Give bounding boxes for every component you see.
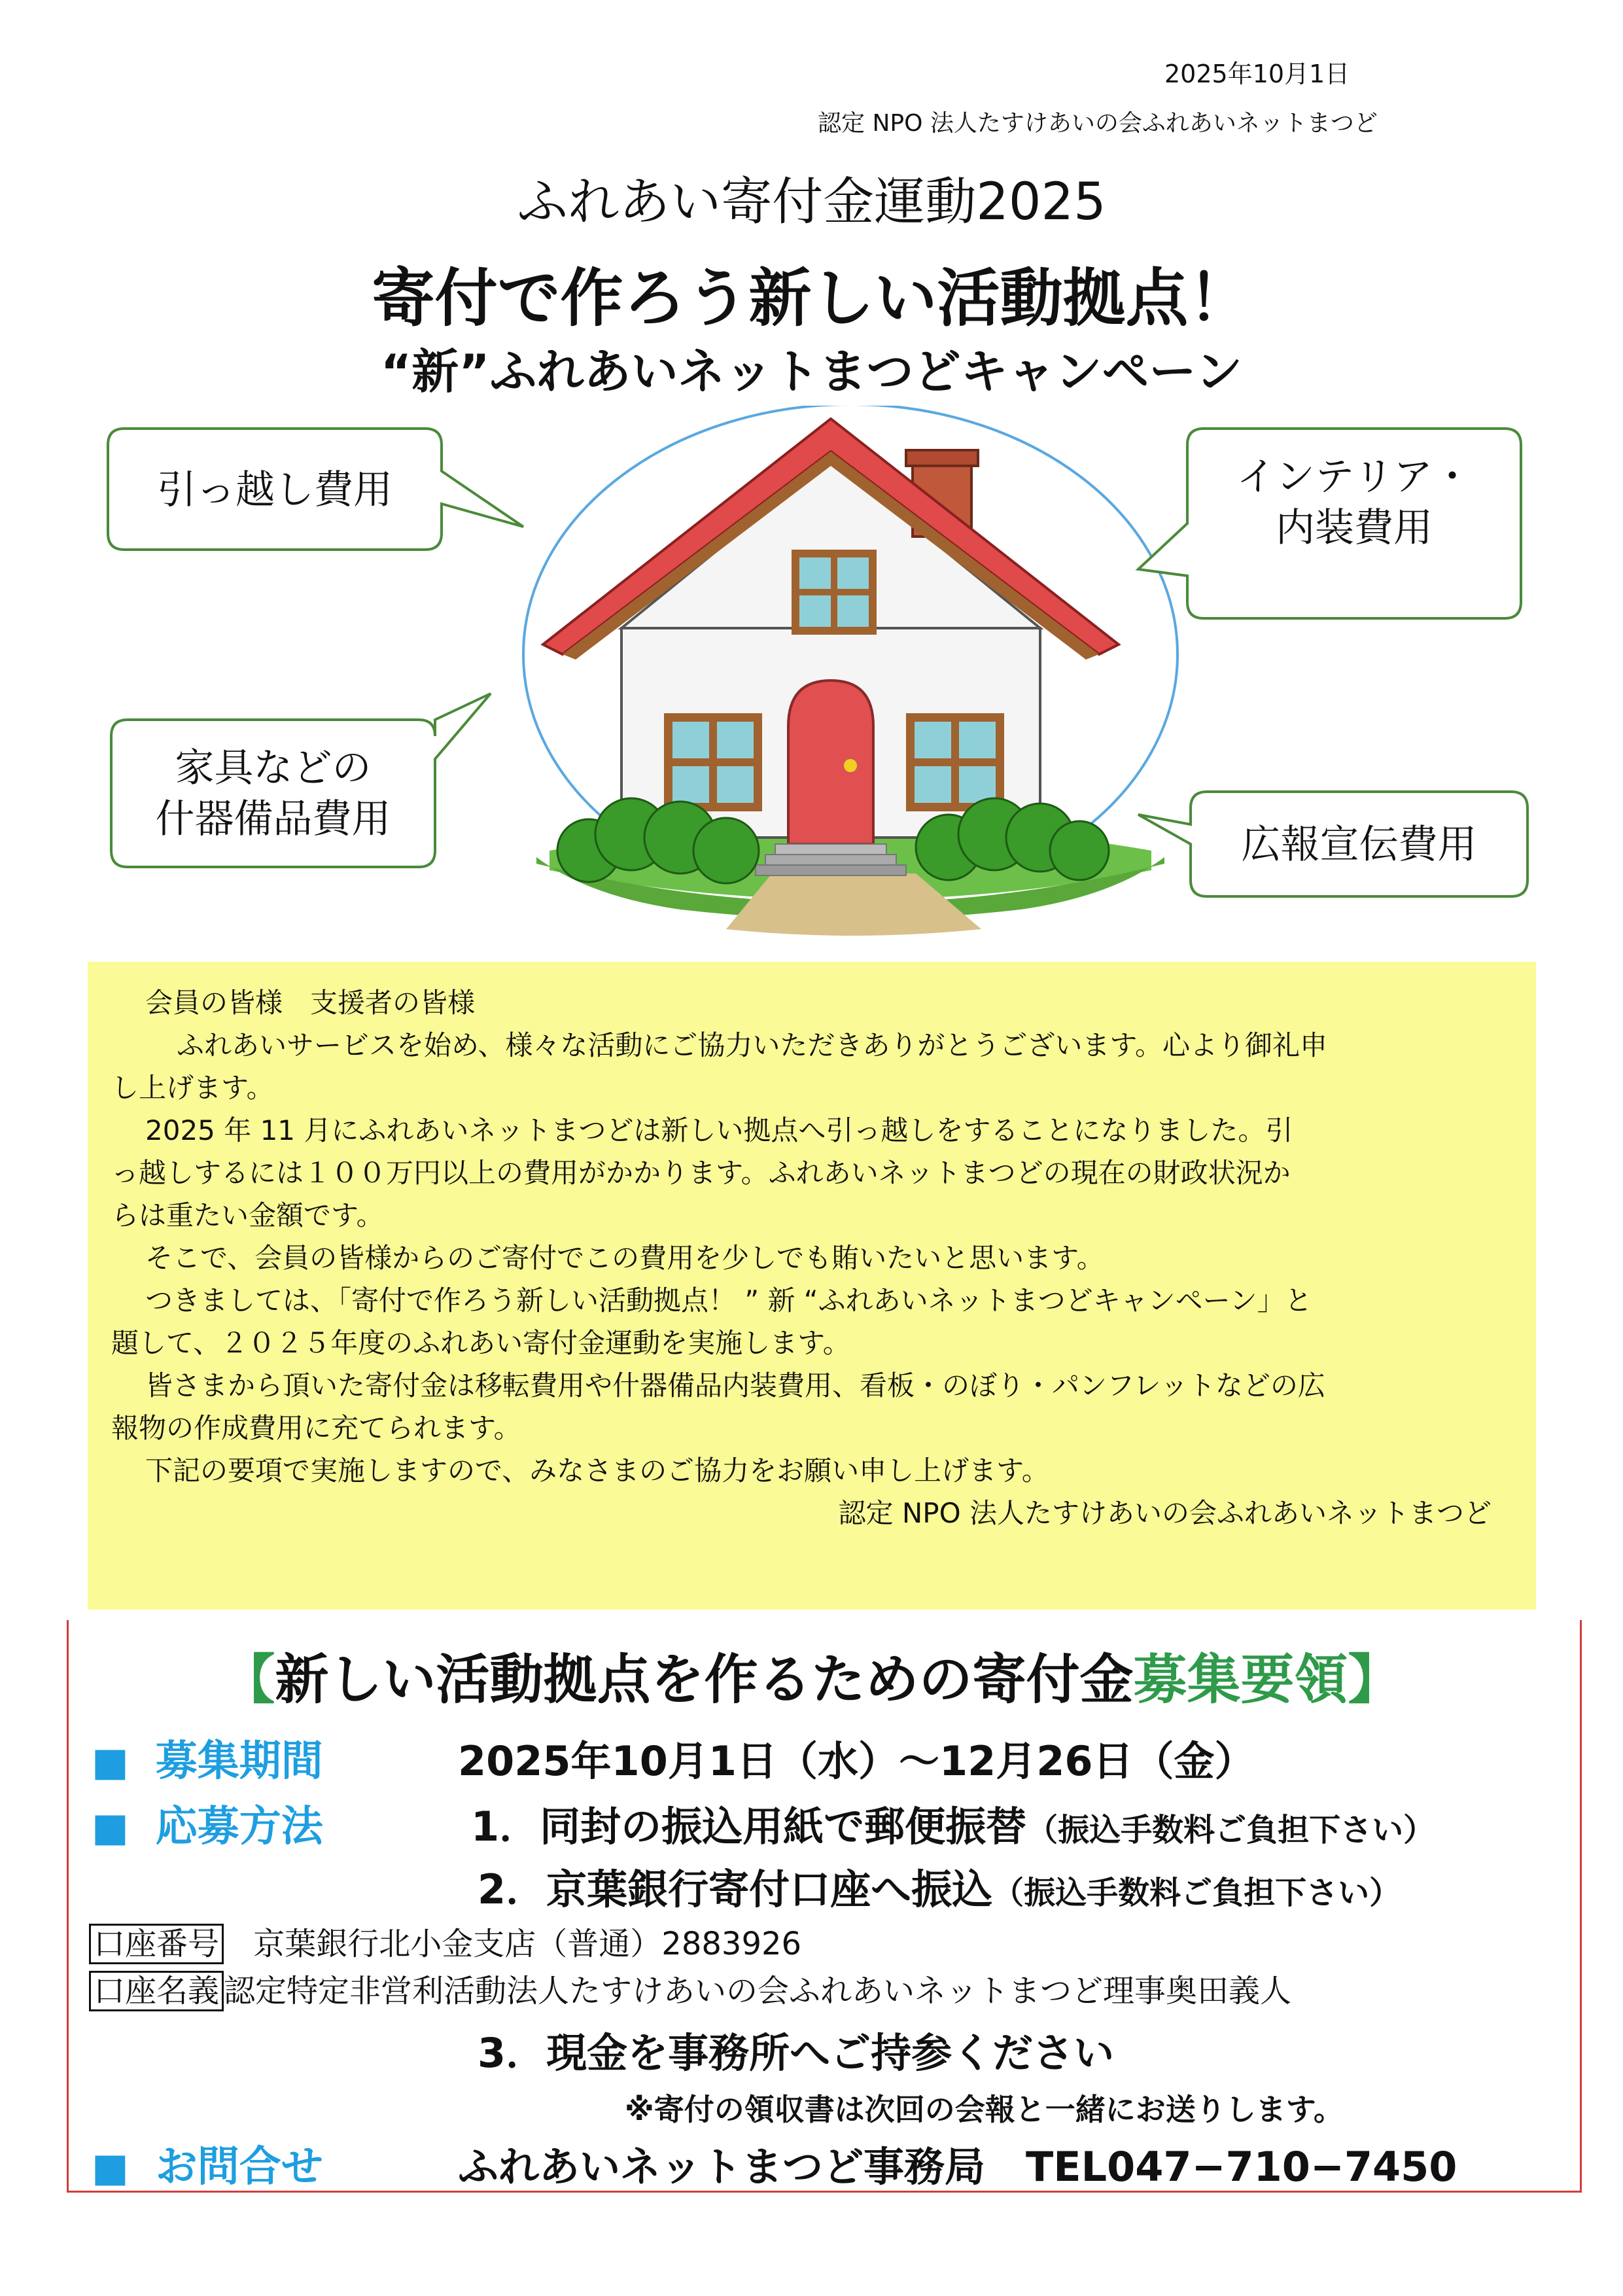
bubble-interior-text bbox=[1187, 451, 1521, 554]
period-row bbox=[92, 1727, 323, 1788]
bubble-interior-line2: 内装費用 bbox=[1276, 505, 1433, 551]
letter-p1-line2: し上げます。 bbox=[111, 1072, 274, 1104]
organization-name: 認定 NPO 法人たすけあいの会ふれあいネットまつど bbox=[818, 110, 1378, 137]
bubble-furniture-line2: 什器備品費用 bbox=[155, 796, 391, 842]
letter-greeting: 会員の皆様 支援者の皆様 bbox=[145, 987, 476, 1019]
method-1-text: 1．同封の振込用紙で郵便振替 bbox=[471, 1803, 1027, 1850]
title-close-bracket: 】 bbox=[1348, 1649, 1402, 1711]
title-main: 新しい活動拠点を作るための寄付金 bbox=[275, 1649, 1134, 1711]
door-knob bbox=[844, 759, 857, 772]
bubble-furniture-line1: 家具などの bbox=[175, 745, 372, 791]
account-name-value: 認定特定非営利活動法人たすけあいの会ふれあいネットまつど理事奥田義人 bbox=[224, 1973, 1292, 2009]
bubble-moving-text: 引っ越し費用 bbox=[157, 467, 393, 513]
letter-p5-line2: 報物の作成費用に充てられます。 bbox=[111, 1412, 521, 1444]
method-3: 3．現金を事務所へご持参ください bbox=[478, 2029, 1115, 2077]
bubble-interior-line1: インテリア・ bbox=[1236, 454, 1472, 500]
account-name-label: 口座名義 bbox=[89, 1971, 224, 2011]
method-2-note: （振込手数料ご負担下さい） bbox=[992, 1875, 1401, 1911]
contact-row bbox=[92, 2133, 323, 2193]
bullet-square: ■ bbox=[92, 1739, 129, 1785]
bubble-publicity-text: 広報宣伝費用 bbox=[1241, 822, 1477, 868]
account-number-label: 口座番号 bbox=[89, 1924, 224, 1964]
account-name-row bbox=[89, 1966, 1291, 2011]
bullet-square: ■ bbox=[92, 2145, 129, 2191]
campaign-title: ふれあい寄付金運動2025 bbox=[517, 173, 1106, 232]
period-value: 2025年10月1日（水）～12月26日（金） bbox=[458, 1737, 1255, 1785]
letter-p4-line2: 題して、２０２５年度のふれあい寄付金運動を実施します。 bbox=[111, 1327, 850, 1359]
letter-p6: 下記の要項で実施しますので、みなさまのご協力をお願い申し上げます。 bbox=[145, 1455, 1049, 1487]
letter-p2-line1: 2025 年 11 月にふれあいネットまつどは新しい拠点へ引っ越しをすることになりました。引 bbox=[145, 1114, 1293, 1146]
method-2-text: 2．京葉銀行寄付口座へ振込 bbox=[478, 1865, 993, 1913]
requirements-title bbox=[0, 1637, 1623, 1714]
headline: 寄付で作ろう新しい活動拠点！ bbox=[372, 262, 1251, 335]
title-accent: 募集要領 bbox=[1133, 1649, 1348, 1711]
bullet-square: ■ bbox=[92, 1805, 129, 1850]
letter-signature: 認定 NPO 法人たすけあいの会ふれあいネットまつど bbox=[838, 1497, 1492, 1529]
letter-p4-line1: つきましては、「寄付で作ろう新しい活動拠点！ ” 新 “ふれあいネットまつどキャンペーン」と bbox=[145, 1284, 1312, 1316]
period-label: 募集期間 bbox=[155, 1737, 323, 1786]
subheadline: “新”ふれあいネットまつどキャンペーン bbox=[380, 344, 1243, 399]
letter-p2-line3: らは重たい金額です。 bbox=[111, 1199, 384, 1231]
letter-p3: そこで、会員の皆様からのご寄付でこの費用を少しでも賄いたいと思います。 bbox=[145, 1242, 1104, 1274]
method-1-note: （振込手数料ご負担下さい） bbox=[1026, 1812, 1435, 1848]
method-2 bbox=[478, 1857, 1401, 1915]
receipt-note: ※寄付の領収書は次回の会報と一緒にお送りします。 bbox=[625, 2092, 1344, 2127]
account-number-value: 京葉銀行北小金支店（普通）2883926 bbox=[253, 1926, 802, 1962]
steps bbox=[775, 844, 886, 855]
letter-p2-line2: っ越しするには１００万円以上の費用がかかります。ふれあいネットまつどの現在の財政状況か bbox=[111, 1157, 1291, 1189]
letter-body bbox=[111, 981, 1518, 1534]
front-door bbox=[788, 680, 873, 844]
contact-label: お問合せ bbox=[155, 2143, 323, 2191]
method-row bbox=[92, 1793, 323, 1853]
contact-value: ふれあいネットまつど事務局 TEL047−710−7450 bbox=[458, 2143, 1457, 2191]
bubble-furniture-text bbox=[111, 743, 435, 845]
title-open-bracket: 【 bbox=[221, 1649, 275, 1711]
letter-p5-line1: 皆さまから頂いた寄付金は移転費用や什器備品内装費用、看板・のぼり・パンフレットなどの広 bbox=[145, 1369, 1325, 1402]
method-label: 応募方法 bbox=[155, 1803, 323, 1851]
account-number-row bbox=[89, 1918, 801, 1964]
document-date: 2025年10月1日 bbox=[1164, 60, 1350, 88]
method-1 bbox=[471, 1794, 1435, 1852]
letter-p1-line1: ふれあいサービスを始め、様々な活動にご協力いただきありがとうございます。心より御礼申 bbox=[177, 1029, 1327, 1061]
